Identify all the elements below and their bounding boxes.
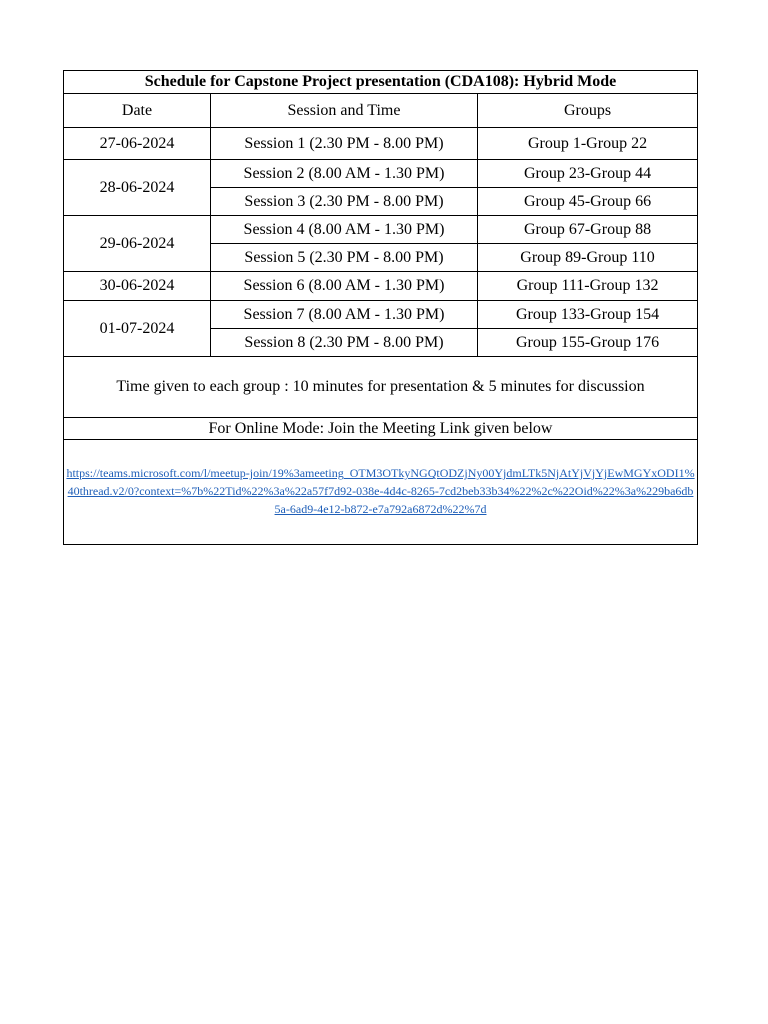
session-cell: Session 8 (2.30 PM - 8.00 PM): [211, 329, 478, 357]
groups-cell: Group 23-Group 44: [478, 160, 698, 188]
session-cell: Session 7 (8.00 AM - 1.30 PM): [211, 301, 478, 329]
table-row: [64, 301, 698, 329]
title-row: [64, 71, 698, 94]
date-cell: 28-06-2024: [64, 160, 211, 216]
groups-cell: Group 45-Group 66: [478, 188, 698, 216]
date-cell: 27-06-2024: [64, 128, 211, 160]
session-cell: Session 6 (8.00 AM - 1.30 PM): [211, 272, 478, 301]
session-cell: Session 5 (2.30 PM - 8.00 PM): [211, 244, 478, 272]
table-row: [64, 272, 698, 301]
table-row: [64, 128, 698, 160]
meeting-link[interactable]: https://teams.microsoft.com/l/meetup-join/19%3ameeting_OTM3OTkyNGQtODZjNy00YjdmLTk5NjAtYjVjYjEwMGYxODI1%40thread.v2/0?context=%7b%22Tid%22%3a%22a57f7d92-038e-4d4c-8265-7cd2beb33b34%22%2c%22Oid%22%3a%229ba6db5a-6ad9-4e12-b872-e7a792a6872d%22%7d: [66, 466, 695, 516]
link-row: [64, 440, 698, 545]
groups-cell: Group 155-Group 176: [478, 329, 698, 357]
date-cell: 30-06-2024: [64, 272, 211, 301]
online-note-row: [64, 418, 698, 440]
session-cell: Session 1 (2.30 PM - 8.00 PM): [211, 128, 478, 160]
groups-cell: Group 67-Group 88: [478, 216, 698, 244]
session-cell: Session 4 (8.00 AM - 1.30 PM): [211, 216, 478, 244]
session-cell: Session 3 (2.30 PM - 8.00 PM): [211, 188, 478, 216]
time-note-row: [64, 357, 698, 418]
meeting-link-cell: [64, 440, 698, 545]
table-row: [64, 216, 698, 244]
session-cell: Session 2 (8.00 AM - 1.30 PM): [211, 160, 478, 188]
column-header-date: Date: [64, 94, 211, 128]
groups-cell: Group 1-Group 22: [478, 128, 698, 160]
table-row: [64, 160, 698, 188]
online-mode-note: For Online Mode: Join the Meeting Link given below: [64, 418, 698, 440]
column-header-groups: Groups: [478, 94, 698, 128]
groups-cell: Group 89-Group 110: [478, 244, 698, 272]
schedule-table: [63, 70, 698, 545]
date-cell: 01-07-2024: [64, 301, 211, 357]
date-cell: 29-06-2024: [64, 216, 211, 272]
time-note: Time given to each group : 10 minutes for presentation & 5 minutes for discussion: [64, 357, 698, 418]
groups-cell: Group 111-Group 132: [478, 272, 698, 301]
header-row: [64, 94, 698, 128]
groups-cell: Group 133-Group 154: [478, 301, 698, 329]
table-title: Schedule for Capstone Project presentation (CDA108): Hybrid Mode: [64, 71, 698, 94]
column-header-session: Session and Time: [211, 94, 478, 128]
